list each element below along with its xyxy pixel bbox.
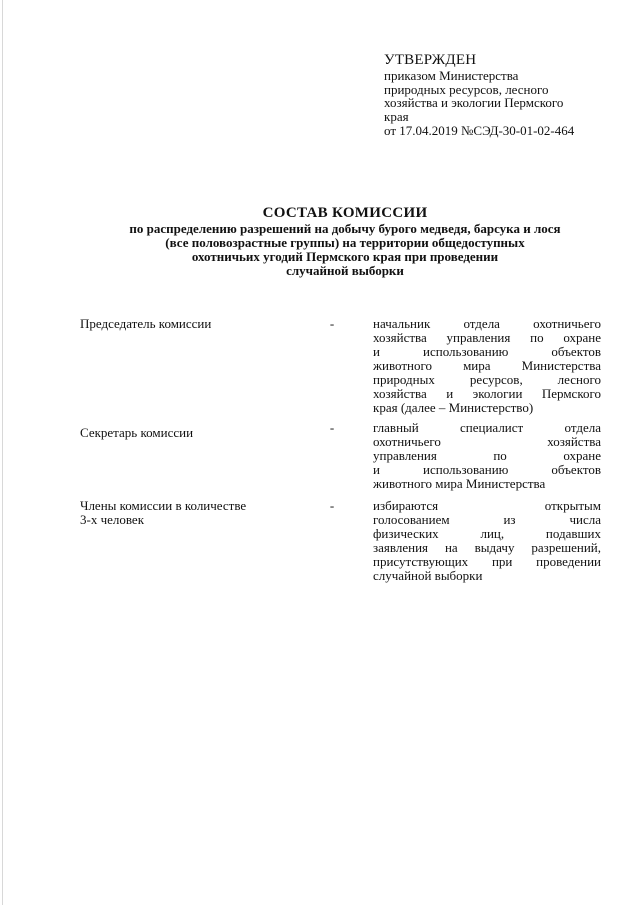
approval-title: УТВЕРЖДЕН: [384, 52, 477, 68]
member-description-line: животного мира Министерства: [373, 358, 601, 373]
approval-line: приказом Министерства: [384, 68, 519, 83]
member-description-line: и использованию объектов: [373, 344, 601, 359]
approval-stamp-block: [384, 52, 624, 138]
approval-line: хозяйства и экологии Пермского: [384, 95, 564, 110]
document-subtitle-line: охотничьих угодий Пермского края при проведении: [191, 249, 499, 264]
member-description-line: голосованием из числа: [373, 512, 601, 527]
scan-edge-line: [2, 0, 3, 905]
member-description-line: охотничьего хозяйства: [373, 434, 601, 449]
member-description-line: начальник отдела охотничьего: [373, 316, 601, 331]
member-description: [373, 317, 601, 415]
member-description: [373, 421, 601, 491]
member-description-line: избираются открытым: [373, 498, 601, 513]
document-title: СОСТАВ КОМИССИИ: [262, 205, 428, 221]
member-role-line: Секретарь комиссии: [80, 425, 194, 440]
member-dash: -: [329, 420, 335, 435]
member-description-line: хозяйства и экологии Пермского: [373, 386, 601, 401]
approval-order-number: от 17.04.2019 №СЭД-30-01-02-464: [384, 123, 575, 138]
member-role-line: Председатель комиссии: [80, 316, 212, 331]
member-description-line: и использованию объектов: [373, 462, 601, 477]
approval-line: края: [384, 108, 409, 124]
document-subtitle-line: случайной выборки: [286, 263, 404, 278]
member-dash: -: [329, 498, 335, 513]
member-description-line: края (далее – Министерство): [373, 400, 534, 415]
document-heading: [80, 204, 610, 278]
document-subtitle-line: (все половозрастные группы) на территории общедоступных: [165, 235, 525, 250]
approval-line: природных ресурсов, лесного: [384, 81, 549, 97]
member-dash: -: [329, 316, 335, 331]
member-role-line: Члены комиссии в количестве: [80, 498, 247, 513]
member-description-line: случайной выборки: [373, 568, 483, 583]
member-description-line: физических лиц, подавших: [373, 526, 601, 541]
member-role: [80, 426, 310, 440]
member-role-line: 3-х человек: [80, 512, 145, 527]
member-description-line: заявления на выдачу разрешений,: [373, 540, 601, 555]
document-subtitle-line: по распределению разрешений на добычу бурого медведя, барсука и лося: [129, 221, 561, 236]
member-description-line: присутствующих при проведении: [373, 554, 601, 569]
member-description-line: главный специалист отдела: [373, 420, 601, 435]
member-role: [80, 499, 310, 527]
member-description-line: природных ресурсов, лесного: [373, 372, 601, 387]
member-role: [80, 317, 310, 331]
member-description-line: управления по охране: [373, 448, 601, 463]
member-description: [373, 499, 601, 583]
member-description-line: животного мира Министерства: [373, 476, 546, 491]
member-description-line: хозяйства управления по охране: [373, 330, 601, 345]
